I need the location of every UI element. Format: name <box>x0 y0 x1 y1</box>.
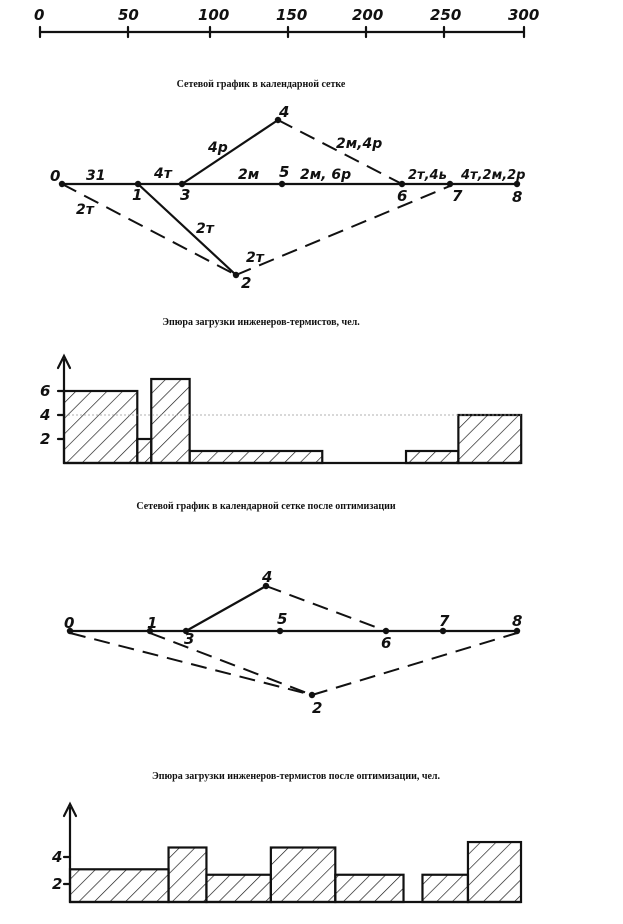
edge-label-5-6: 2м, 6р <box>300 167 352 183</box>
chart2-y-tick-label: 4 <box>52 848 63 866</box>
load-bar <box>151 379 189 463</box>
section2-title: Сетевой график в календарной сетке после оптимизации <box>136 501 396 512</box>
network1-node-label: 3 <box>180 186 191 204</box>
edge-3-4 <box>186 586 266 631</box>
network1-node-label: 1 <box>132 186 143 204</box>
load-bar <box>190 451 323 463</box>
scale-tick-label: 0 <box>34 6 45 24</box>
chart1-y-tick-label: 6 <box>40 382 51 400</box>
network1-node-label: 4 <box>279 103 290 121</box>
chart1-y-tick-label: 2 <box>40 430 51 448</box>
network2-node-label: 6 <box>381 634 392 652</box>
network1-node <box>233 272 239 278</box>
scale-tick-label: 50 <box>118 6 139 24</box>
load-chart-2 <box>51 804 521 902</box>
network2-node-label: 3 <box>184 630 195 648</box>
load-bar <box>422 875 467 902</box>
load-bar <box>206 875 270 902</box>
chart1-y-tick-label: 4 <box>40 406 51 424</box>
edge-1-2-dashed <box>150 633 312 695</box>
network2-node <box>277 628 283 634</box>
edge-label-1-2: 2т <box>196 221 214 237</box>
network1-node-label: 0 <box>50 167 61 185</box>
network2-node-label: 8 <box>512 612 523 630</box>
scale-tick-label: 100 <box>198 6 230 24</box>
scale-tick-label: 250 <box>430 6 462 24</box>
chart2-y-tick-label: 2 <box>52 875 63 893</box>
network2-node <box>309 692 315 698</box>
edge-3-4 <box>182 120 278 184</box>
edge-label-3-4: 4р <box>208 140 228 156</box>
network1-node-label: 5 <box>279 163 290 181</box>
scale-tick-label: 150 <box>276 6 308 24</box>
edge-label-1-3: 4т <box>154 166 172 182</box>
edge-label-2-7: 2т <box>246 250 264 266</box>
edge-label-3-5: 2м <box>238 167 260 183</box>
load-bar <box>335 875 403 902</box>
network2-node-label: 4 <box>262 568 273 586</box>
network2-node-label: 1 <box>147 614 158 632</box>
network2-node-label: 0 <box>64 614 75 632</box>
scale-tick-label: 300 <box>508 6 540 24</box>
network1-node-label: 8 <box>512 188 523 206</box>
load-bar <box>458 415 521 463</box>
network-graph-2 <box>64 568 522 717</box>
edge-label-4-6: 2м,4р <box>336 136 383 152</box>
network2-node-label: 5 <box>277 610 288 628</box>
network1-node-label: 2 <box>241 274 252 292</box>
edge-label-0-2: 2т <box>76 202 94 218</box>
load-bar <box>169 848 207 903</box>
load-bar <box>271 848 335 903</box>
load-bar <box>70 869 169 902</box>
load-bar <box>64 391 137 463</box>
edge-2-7-dashed <box>236 186 450 275</box>
network1-node <box>279 181 285 187</box>
load-bar <box>468 842 521 902</box>
chart1-title: Эпюра загрузки инженеров-термистов, чел. <box>162 317 360 328</box>
load-bar <box>137 439 151 463</box>
network2-node-label: 7 <box>439 612 450 630</box>
edge-label-6-7: 2т,4ь <box>408 168 447 183</box>
load-chart-1 <box>39 356 521 463</box>
section1-title: Сетевой график в календарной сетке <box>176 79 346 90</box>
time-scale <box>34 6 539 37</box>
load-bar <box>406 451 458 463</box>
edge-label-7-8: 4т,2м,2р <box>461 168 526 183</box>
edge-2-8-dashed <box>312 633 517 695</box>
scale-tick-label: 200 <box>352 6 384 24</box>
network1-node-label: 7 <box>452 187 463 205</box>
network2-node-label: 2 <box>312 699 323 717</box>
chart2-title: Эпюра загрузки инженеров-термистов после оптимизации, чел. <box>151 771 441 782</box>
network1-node-label: 6 <box>397 187 408 205</box>
network-graph-1 <box>50 103 525 292</box>
edge-label-0-1: 31 <box>86 168 106 184</box>
